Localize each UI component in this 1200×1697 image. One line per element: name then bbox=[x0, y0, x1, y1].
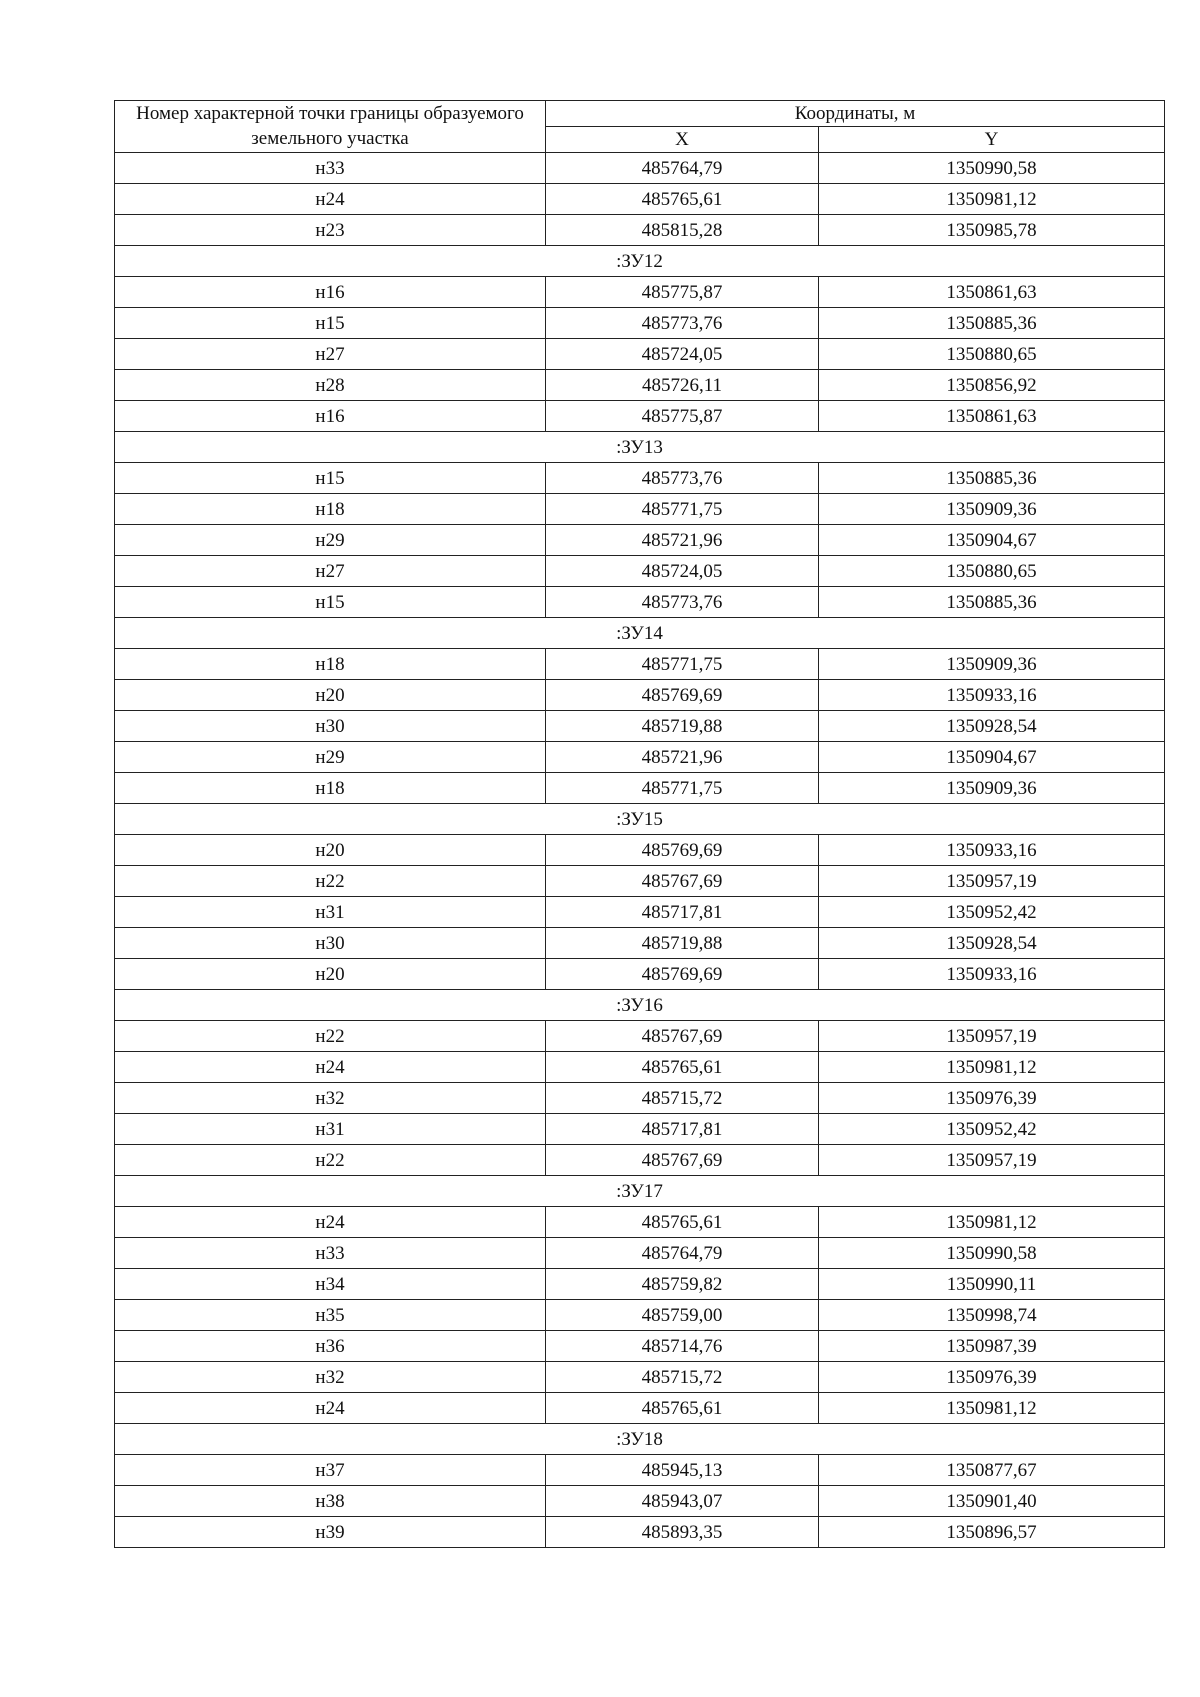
x-coordinate-cell: 485775,87 bbox=[546, 277, 819, 308]
y-coordinate-cell: 1350933,16 bbox=[819, 959, 1165, 990]
point-number-cell: н20 bbox=[115, 680, 546, 711]
section-row bbox=[115, 432, 1165, 463]
table-row bbox=[115, 277, 1165, 308]
table-row bbox=[115, 339, 1165, 370]
table-row bbox=[115, 370, 1165, 401]
y-coordinate-cell: 1350904,67 bbox=[819, 525, 1165, 556]
y-coordinate-cell: 1350928,54 bbox=[819, 928, 1165, 959]
table-row bbox=[115, 1455, 1165, 1486]
section-label: :ЗУ14 bbox=[115, 618, 1165, 649]
x-coordinate-cell: 485764,79 bbox=[546, 1238, 819, 1269]
table-row bbox=[115, 153, 1165, 184]
point-number-cell: н24 bbox=[115, 184, 546, 215]
coordinates-table-body bbox=[115, 101, 1165, 1548]
section-row bbox=[115, 1424, 1165, 1455]
x-coordinate-cell: 485767,69 bbox=[546, 866, 819, 897]
y-coordinate-cell: 1350952,42 bbox=[819, 897, 1165, 928]
point-number-cell: н27 bbox=[115, 556, 546, 587]
point-number-cell: н24 bbox=[115, 1393, 546, 1424]
point-number-cell: н15 bbox=[115, 463, 546, 494]
point-number-cell: н22 bbox=[115, 1021, 546, 1052]
table-row bbox=[115, 1083, 1165, 1114]
x-coordinate-cell: 485759,82 bbox=[546, 1269, 819, 1300]
x-coordinate-cell: 485715,72 bbox=[546, 1083, 819, 1114]
section-label: :ЗУ13 bbox=[115, 432, 1165, 463]
y-coordinate-cell: 1350885,36 bbox=[819, 308, 1165, 339]
y-coordinate-cell: 1350933,16 bbox=[819, 835, 1165, 866]
section-label: :ЗУ12 bbox=[115, 246, 1165, 277]
point-number-cell: н23 bbox=[115, 215, 546, 246]
y-coordinate-cell: 1350985,78 bbox=[819, 215, 1165, 246]
x-coordinate-cell: 485726,11 bbox=[546, 370, 819, 401]
table-row bbox=[115, 773, 1165, 804]
x-coordinate-cell: 485769,69 bbox=[546, 835, 819, 866]
x-coordinate-cell: 485721,96 bbox=[546, 742, 819, 773]
x-coordinate-cell: 485943,07 bbox=[546, 1486, 819, 1517]
y-coordinate-cell: 1350909,36 bbox=[819, 773, 1165, 804]
x-coordinate-cell: 485771,75 bbox=[546, 494, 819, 525]
y-coordinate-cell: 1350976,39 bbox=[819, 1083, 1165, 1114]
section-row bbox=[115, 804, 1165, 835]
point-number-cell: н36 bbox=[115, 1331, 546, 1362]
point-number-cell: н35 bbox=[115, 1300, 546, 1331]
point-number-cell: н18 bbox=[115, 649, 546, 680]
y-coordinate-cell: 1350987,39 bbox=[819, 1331, 1165, 1362]
table-row bbox=[115, 1300, 1165, 1331]
point-number-cell: н33 bbox=[115, 1238, 546, 1269]
y-coordinate-cell: 1350861,63 bbox=[819, 277, 1165, 308]
table-row bbox=[115, 711, 1165, 742]
section-row bbox=[115, 618, 1165, 649]
y-coordinate-cell: 1350952,42 bbox=[819, 1114, 1165, 1145]
header-x: X bbox=[546, 127, 819, 153]
section-label: :ЗУ15 bbox=[115, 804, 1165, 835]
y-coordinate-cell: 1350933,16 bbox=[819, 680, 1165, 711]
point-number-cell: н32 bbox=[115, 1083, 546, 1114]
table-row bbox=[115, 1114, 1165, 1145]
x-coordinate-cell: 485719,88 bbox=[546, 711, 819, 742]
point-number-cell: н31 bbox=[115, 1114, 546, 1145]
y-coordinate-cell: 1350957,19 bbox=[819, 866, 1165, 897]
point-number-cell: н29 bbox=[115, 742, 546, 773]
y-coordinate-cell: 1350990,58 bbox=[819, 1238, 1165, 1269]
y-coordinate-cell: 1350981,12 bbox=[819, 1052, 1165, 1083]
x-coordinate-cell: 485893,35 bbox=[546, 1517, 819, 1548]
y-coordinate-cell: 1350981,12 bbox=[819, 184, 1165, 215]
section-row bbox=[115, 1176, 1165, 1207]
coordinates-table bbox=[114, 100, 1165, 1548]
y-coordinate-cell: 1350885,36 bbox=[819, 587, 1165, 618]
table-row bbox=[115, 1486, 1165, 1517]
y-coordinate-cell: 1350981,12 bbox=[819, 1393, 1165, 1424]
section-label: :ЗУ18 bbox=[115, 1424, 1165, 1455]
table-row bbox=[115, 959, 1165, 990]
point-number-cell: н32 bbox=[115, 1362, 546, 1393]
x-coordinate-cell: 485765,61 bbox=[546, 1207, 819, 1238]
point-number-cell: н31 bbox=[115, 897, 546, 928]
header-point-number: Номер характерной точки границы образуемого земельного участка bbox=[115, 101, 546, 153]
y-coordinate-cell: 1350896,57 bbox=[819, 1517, 1165, 1548]
x-coordinate-cell: 485719,88 bbox=[546, 928, 819, 959]
x-coordinate-cell: 485765,61 bbox=[546, 1052, 819, 1083]
x-coordinate-cell: 485767,69 bbox=[546, 1145, 819, 1176]
point-number-cell: н15 bbox=[115, 587, 546, 618]
table-row bbox=[115, 184, 1165, 215]
point-number-cell: н20 bbox=[115, 959, 546, 990]
y-coordinate-cell: 1350901,40 bbox=[819, 1486, 1165, 1517]
y-coordinate-cell: 1350981,12 bbox=[819, 1207, 1165, 1238]
point-number-cell: н22 bbox=[115, 1145, 546, 1176]
point-number-cell: н34 bbox=[115, 1269, 546, 1300]
header-coordinates: Координаты, м bbox=[546, 101, 1165, 127]
point-number-cell: н30 bbox=[115, 928, 546, 959]
point-number-cell: н28 bbox=[115, 370, 546, 401]
table-row bbox=[115, 587, 1165, 618]
section-label: :ЗУ17 bbox=[115, 1176, 1165, 1207]
table-row bbox=[115, 866, 1165, 897]
point-number-cell: н20 bbox=[115, 835, 546, 866]
point-number-cell: н39 bbox=[115, 1517, 546, 1548]
table-row bbox=[115, 463, 1165, 494]
y-coordinate-cell: 1350877,67 bbox=[819, 1455, 1165, 1486]
y-coordinate-cell: 1350957,19 bbox=[819, 1145, 1165, 1176]
point-number-cell: н24 bbox=[115, 1052, 546, 1083]
x-coordinate-cell: 485771,75 bbox=[546, 773, 819, 804]
table-row bbox=[115, 649, 1165, 680]
x-coordinate-cell: 485767,69 bbox=[546, 1021, 819, 1052]
point-number-cell: н37 bbox=[115, 1455, 546, 1486]
table-row bbox=[115, 401, 1165, 432]
x-coordinate-cell: 485759,00 bbox=[546, 1300, 819, 1331]
x-coordinate-cell: 485714,76 bbox=[546, 1331, 819, 1362]
table-row bbox=[115, 1362, 1165, 1393]
x-coordinate-cell: 485769,69 bbox=[546, 680, 819, 711]
y-coordinate-cell: 1350990,11 bbox=[819, 1269, 1165, 1300]
x-coordinate-cell: 485945,13 bbox=[546, 1455, 819, 1486]
x-coordinate-cell: 485765,61 bbox=[546, 1393, 819, 1424]
table-row bbox=[115, 1145, 1165, 1176]
section-row bbox=[115, 246, 1165, 277]
table-row bbox=[115, 1331, 1165, 1362]
table-row bbox=[115, 1269, 1165, 1300]
x-coordinate-cell: 485764,79 bbox=[546, 153, 819, 184]
y-coordinate-cell: 1350909,36 bbox=[819, 649, 1165, 680]
x-coordinate-cell: 485815,28 bbox=[546, 215, 819, 246]
table-row bbox=[115, 928, 1165, 959]
x-coordinate-cell: 485771,75 bbox=[546, 649, 819, 680]
table-row bbox=[115, 215, 1165, 246]
section-row bbox=[115, 990, 1165, 1021]
point-number-cell: н29 bbox=[115, 525, 546, 556]
x-coordinate-cell: 485773,76 bbox=[546, 308, 819, 339]
x-coordinate-cell: 485724,05 bbox=[546, 339, 819, 370]
table-row bbox=[115, 835, 1165, 866]
x-coordinate-cell: 485775,87 bbox=[546, 401, 819, 432]
header-row-1 bbox=[115, 101, 1165, 127]
section-label: :ЗУ16 bbox=[115, 990, 1165, 1021]
y-coordinate-cell: 1350976,39 bbox=[819, 1362, 1165, 1393]
table-row bbox=[115, 494, 1165, 525]
table-row bbox=[115, 742, 1165, 773]
point-number-cell: н16 bbox=[115, 401, 546, 432]
y-coordinate-cell: 1350880,65 bbox=[819, 556, 1165, 587]
point-number-cell: н30 bbox=[115, 711, 546, 742]
x-coordinate-cell: 485765,61 bbox=[546, 184, 819, 215]
point-number-cell: н16 bbox=[115, 277, 546, 308]
table-row bbox=[115, 897, 1165, 928]
x-coordinate-cell: 485724,05 bbox=[546, 556, 819, 587]
y-coordinate-cell: 1350909,36 bbox=[819, 494, 1165, 525]
x-coordinate-cell: 485721,96 bbox=[546, 525, 819, 556]
y-coordinate-cell: 1350904,67 bbox=[819, 742, 1165, 773]
table-row bbox=[115, 525, 1165, 556]
y-coordinate-cell: 1350861,63 bbox=[819, 401, 1165, 432]
x-coordinate-cell: 485773,76 bbox=[546, 463, 819, 494]
table-row bbox=[115, 1393, 1165, 1424]
x-coordinate-cell: 485715,72 bbox=[546, 1362, 819, 1393]
table-row bbox=[115, 556, 1165, 587]
y-coordinate-cell: 1350990,58 bbox=[819, 153, 1165, 184]
x-coordinate-cell: 485773,76 bbox=[546, 587, 819, 618]
x-coordinate-cell: 485769,69 bbox=[546, 959, 819, 990]
point-number-cell: н22 bbox=[115, 866, 546, 897]
table-row bbox=[115, 1238, 1165, 1269]
table-row bbox=[115, 1207, 1165, 1238]
y-coordinate-cell: 1350885,36 bbox=[819, 463, 1165, 494]
x-coordinate-cell: 485717,81 bbox=[546, 897, 819, 928]
point-number-cell: н38 bbox=[115, 1486, 546, 1517]
y-coordinate-cell: 1350998,74 bbox=[819, 1300, 1165, 1331]
point-number-cell: н18 bbox=[115, 494, 546, 525]
table-row bbox=[115, 680, 1165, 711]
y-coordinate-cell: 1350880,65 bbox=[819, 339, 1165, 370]
point-number-cell: н18 bbox=[115, 773, 546, 804]
point-number-cell: н24 bbox=[115, 1207, 546, 1238]
x-coordinate-cell: 485717,81 bbox=[546, 1114, 819, 1145]
header-y: Y bbox=[819, 127, 1165, 153]
table-row bbox=[115, 308, 1165, 339]
point-number-cell: н15 bbox=[115, 308, 546, 339]
y-coordinate-cell: 1350928,54 bbox=[819, 711, 1165, 742]
y-coordinate-cell: 1350856,92 bbox=[819, 370, 1165, 401]
y-coordinate-cell: 1350957,19 bbox=[819, 1021, 1165, 1052]
point-number-cell: н27 bbox=[115, 339, 546, 370]
table-row bbox=[115, 1517, 1165, 1548]
table-row bbox=[115, 1021, 1165, 1052]
table-row bbox=[115, 1052, 1165, 1083]
point-number-cell: н33 bbox=[115, 153, 546, 184]
